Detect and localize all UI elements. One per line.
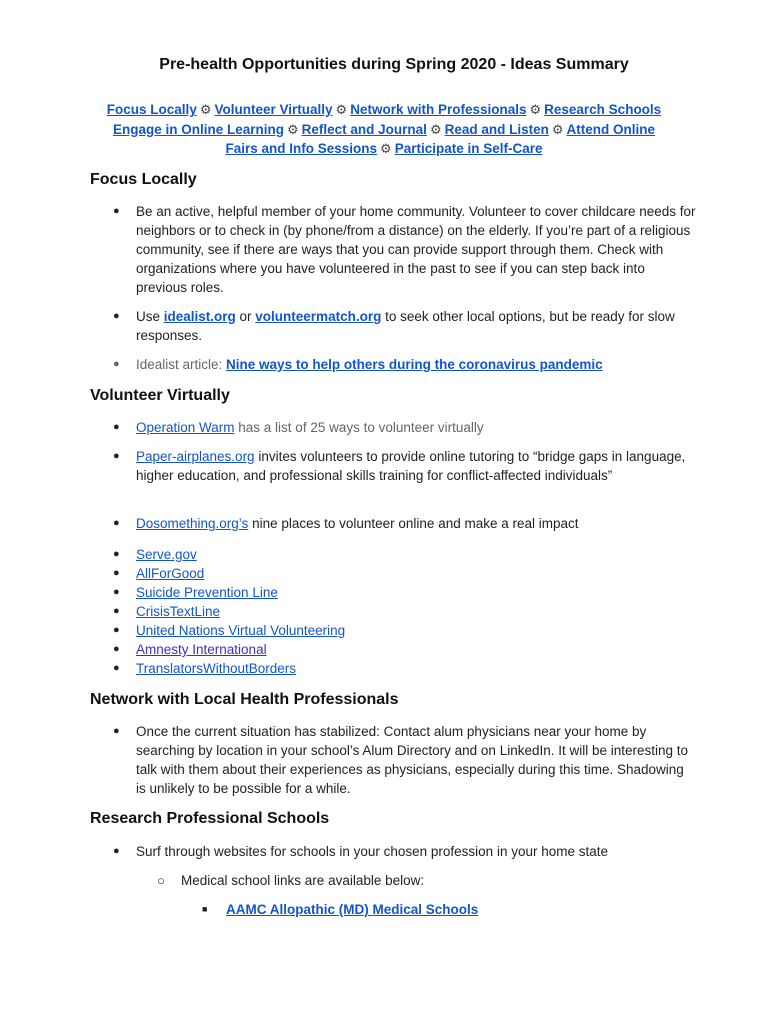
- gear-icon: ⚙: [287, 121, 299, 137]
- gear-icon: ⚙: [429, 121, 442, 137]
- nav-link-focus-locally[interactable]: Focus Locally: [106, 102, 197, 117]
- paper-airplanes-link[interactable]: Paper-airplanes.org: [136, 449, 255, 464]
- bullet-icon: ●: [113, 586, 120, 598]
- square-bullet-icon: ■: [202, 904, 208, 914]
- list-item: [113, 842, 696, 861]
- bullet-icon: ●: [113, 421, 120, 433]
- bullet-icon: ●: [113, 205, 120, 217]
- nav-link-research-schools[interactable]: Research Schools: [544, 102, 662, 117]
- crisistextline-link[interactable]: CrisisTextLine: [136, 604, 221, 619]
- nav-link-attend-online[interactable]: Attend Online: [566, 121, 656, 137]
- network-bullet-text: Once the current situation has stabilized: Contact alum physicians near your home by searching by location in your school’s Alum Directory and on LinkedIn. It will be interesting to talk with them about their experiences as physicians, especially during this time. Shadowing is unlikely to be possible for a while.: [136, 724, 689, 796]
- bullet-icon: ●: [113, 548, 120, 560]
- dosomething-link[interactable]: Dosomething.org’s: [136, 516, 249, 531]
- volunteermatch-link[interactable]: volunteermatch.org: [255, 309, 382, 324]
- research-bullet-text: Surf through websites for schools in your chosen profession in your home state: [136, 844, 608, 859]
- bullet-icon: ●: [113, 358, 120, 370]
- list-item: [113, 202, 696, 297]
- bullet-icon: ●: [113, 725, 120, 737]
- bullet-icon: ●: [113, 310, 120, 322]
- section-heading-research: Research Professional Schools: [90, 810, 330, 827]
- bullet-icon: ●: [113, 450, 120, 462]
- gear-icon: ⚙: [529, 102, 542, 117]
- text: Use: [136, 309, 164, 324]
- operation-warm-link[interactable]: Operation Warm: [136, 420, 235, 435]
- text: to seek other local options, but be ready for slow responses.: [136, 309, 675, 343]
- bullet-icon: ●: [113, 624, 120, 636]
- nav-link-read-listen[interactable]: Read and Listen: [444, 121, 549, 137]
- quick-links-nav: [80, 100, 688, 159]
- document-title: Pre-health Opportunities during Spring 2020 - Ideas Summary: [159, 56, 629, 73]
- nav-link-volunteer-virtually[interactable]: Volunteer Virtually: [214, 102, 333, 117]
- bullet-icon: ●: [113, 845, 120, 857]
- list-item: [113, 659, 696, 678]
- nav-link-network[interactable]: Network with Professionals: [350, 102, 527, 117]
- bullet-icon: ●: [113, 567, 120, 579]
- list-item: [113, 602, 696, 621]
- bullet-icon: ●: [113, 643, 120, 655]
- list-item: [113, 640, 696, 659]
- list-item: [113, 621, 696, 640]
- bullet-icon: ●: [113, 605, 120, 617]
- idealist-article-link[interactable]: Nine ways to help others during the coronavirus pandemic: [226, 357, 603, 372]
- bullet-icon: ●: [113, 517, 120, 529]
- gear-icon: ⚙: [335, 102, 348, 117]
- list-item: [202, 900, 686, 919]
- aamc-link[interactable]: AAMC Allopathic (MD) Medical Schools: [226, 902, 479, 917]
- text: nine places to volunteer online and make a real impact: [248, 516, 579, 531]
- serve-gov-link[interactable]: Serve.gov: [136, 547, 197, 562]
- translators-link[interactable]: TranslatorsWithoutBorders: [136, 661, 297, 676]
- focus-bullet-text: Be an active, helpful member of your home community. Volunteer to cover childcare needs for neighbors or to check in (by phone/from a distance) on the elderly. If you’re part of a religious community, see if there are ways that you can provide support through them. Check with organizations where you have volunteered in the past to see if you can step back into previous roles.: [136, 204, 696, 295]
- list-item: [113, 583, 696, 602]
- un-volunteering-link[interactable]: United Nations Virtual Volunteering: [136, 623, 346, 638]
- text: invites volunteers to provide online tutoring to “bridge gaps in language, higher education, and professional skills training for conflict-affected individuals”: [136, 449, 686, 483]
- section-heading-network: Network with Local Health Professionals: [90, 691, 399, 708]
- text: Idealist article:: [136, 357, 227, 372]
- nav-link-online-learning[interactable]: Engage in Online Learning: [112, 121, 284, 137]
- list-item: [113, 564, 696, 583]
- section-heading-volunteer-virtually: Volunteer Virtually: [90, 387, 230, 404]
- circle-bullet-icon: ○: [157, 873, 165, 888]
- nav-link-fairs-info[interactable]: Fairs and Info Sessions: [225, 141, 378, 156]
- list-item: [113, 514, 696, 533]
- idealist-link[interactable]: idealist.org: [163, 309, 236, 324]
- text: or: [235, 309, 256, 324]
- suicide-prevention-link[interactable]: Suicide Prevention Line: [136, 585, 278, 600]
- section-heading-focus-locally: Focus Locally: [90, 171, 197, 188]
- text: has a list of 25 ways to volunteer virtually: [234, 420, 484, 435]
- list-item: [113, 355, 696, 374]
- gear-icon: ⚙: [551, 121, 564, 137]
- list-item: [113, 447, 696, 485]
- nav-link-self-care[interactable]: Participate in Self-Care: [394, 141, 543, 156]
- list-item: [113, 307, 696, 345]
- gear-icon: ⚙: [199, 102, 212, 117]
- research-sub-text: Medical school links are available below:: [181, 873, 425, 888]
- list-item: [113, 545, 696, 564]
- list-item: [113, 722, 696, 798]
- gear-icon: ⚙: [380, 141, 392, 156]
- allforgood-link[interactable]: AllForGood: [136, 566, 205, 581]
- list-item: [113, 418, 696, 437]
- amnesty-link[interactable]: Amnesty International: [136, 642, 267, 657]
- nav-link-reflect-journal[interactable]: Reflect and Journal: [301, 121, 427, 137]
- list-item: [157, 871, 681, 890]
- bullet-icon: ●: [113, 662, 120, 674]
